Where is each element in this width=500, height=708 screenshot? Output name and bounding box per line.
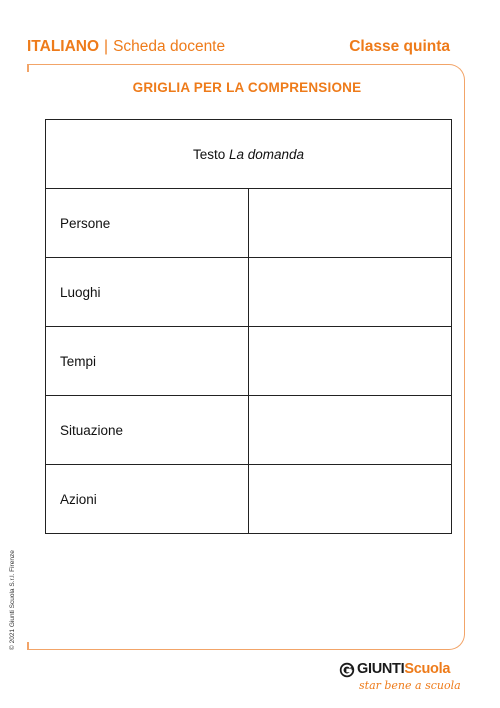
row-label: Situazione bbox=[46, 396, 249, 465]
answer-cell[interactable] bbox=[249, 258, 452, 327]
grade-label: Classe quinta bbox=[349, 38, 450, 55]
text-title-cell bbox=[46, 120, 452, 189]
table-header-row bbox=[46, 120, 452, 189]
frame-corner-top bbox=[27, 64, 29, 72]
row-label: Tempi bbox=[46, 327, 249, 396]
logo-tagline: star bene a scuola bbox=[359, 679, 461, 692]
copyright-notice: © 2021 Giunti Scuola S.r.l. Firenze bbox=[9, 550, 16, 650]
row-label: Luoghi bbox=[46, 258, 249, 327]
comprehension-grid bbox=[45, 119, 452, 534]
logo-wordmark bbox=[357, 661, 450, 677]
answer-cell[interactable] bbox=[249, 396, 452, 465]
row-label: Azioni bbox=[46, 465, 249, 534]
text-title-prefix: Testo bbox=[192, 146, 226, 162]
header-left bbox=[27, 38, 225, 56]
answer-cell[interactable] bbox=[249, 465, 452, 534]
table-row bbox=[46, 189, 452, 258]
answer-cell[interactable] bbox=[249, 189, 452, 258]
page-header bbox=[27, 38, 450, 58]
table-row bbox=[46, 258, 452, 327]
table-row bbox=[46, 396, 452, 465]
section-title: GRIGLIA PER LA COMPRENSIONE bbox=[132, 80, 362, 95]
logo-brand-accent: Scuola bbox=[404, 661, 451, 677]
table-row bbox=[46, 465, 452, 534]
table-row bbox=[46, 327, 452, 396]
text-title: La domanda bbox=[228, 146, 305, 162]
frame-corner-bottom bbox=[27, 642, 29, 650]
header-separator: | bbox=[104, 38, 109, 55]
logo-brand: GIUNTI bbox=[357, 661, 405, 677]
answer-cell[interactable] bbox=[249, 327, 452, 396]
row-label: Persone bbox=[46, 189, 249, 258]
publisher-logo bbox=[339, 660, 459, 696]
subject-label: ITALIANO bbox=[27, 38, 100, 55]
doc-type-label: Scheda docente bbox=[113, 38, 226, 55]
giunti-g-icon bbox=[339, 662, 355, 678]
